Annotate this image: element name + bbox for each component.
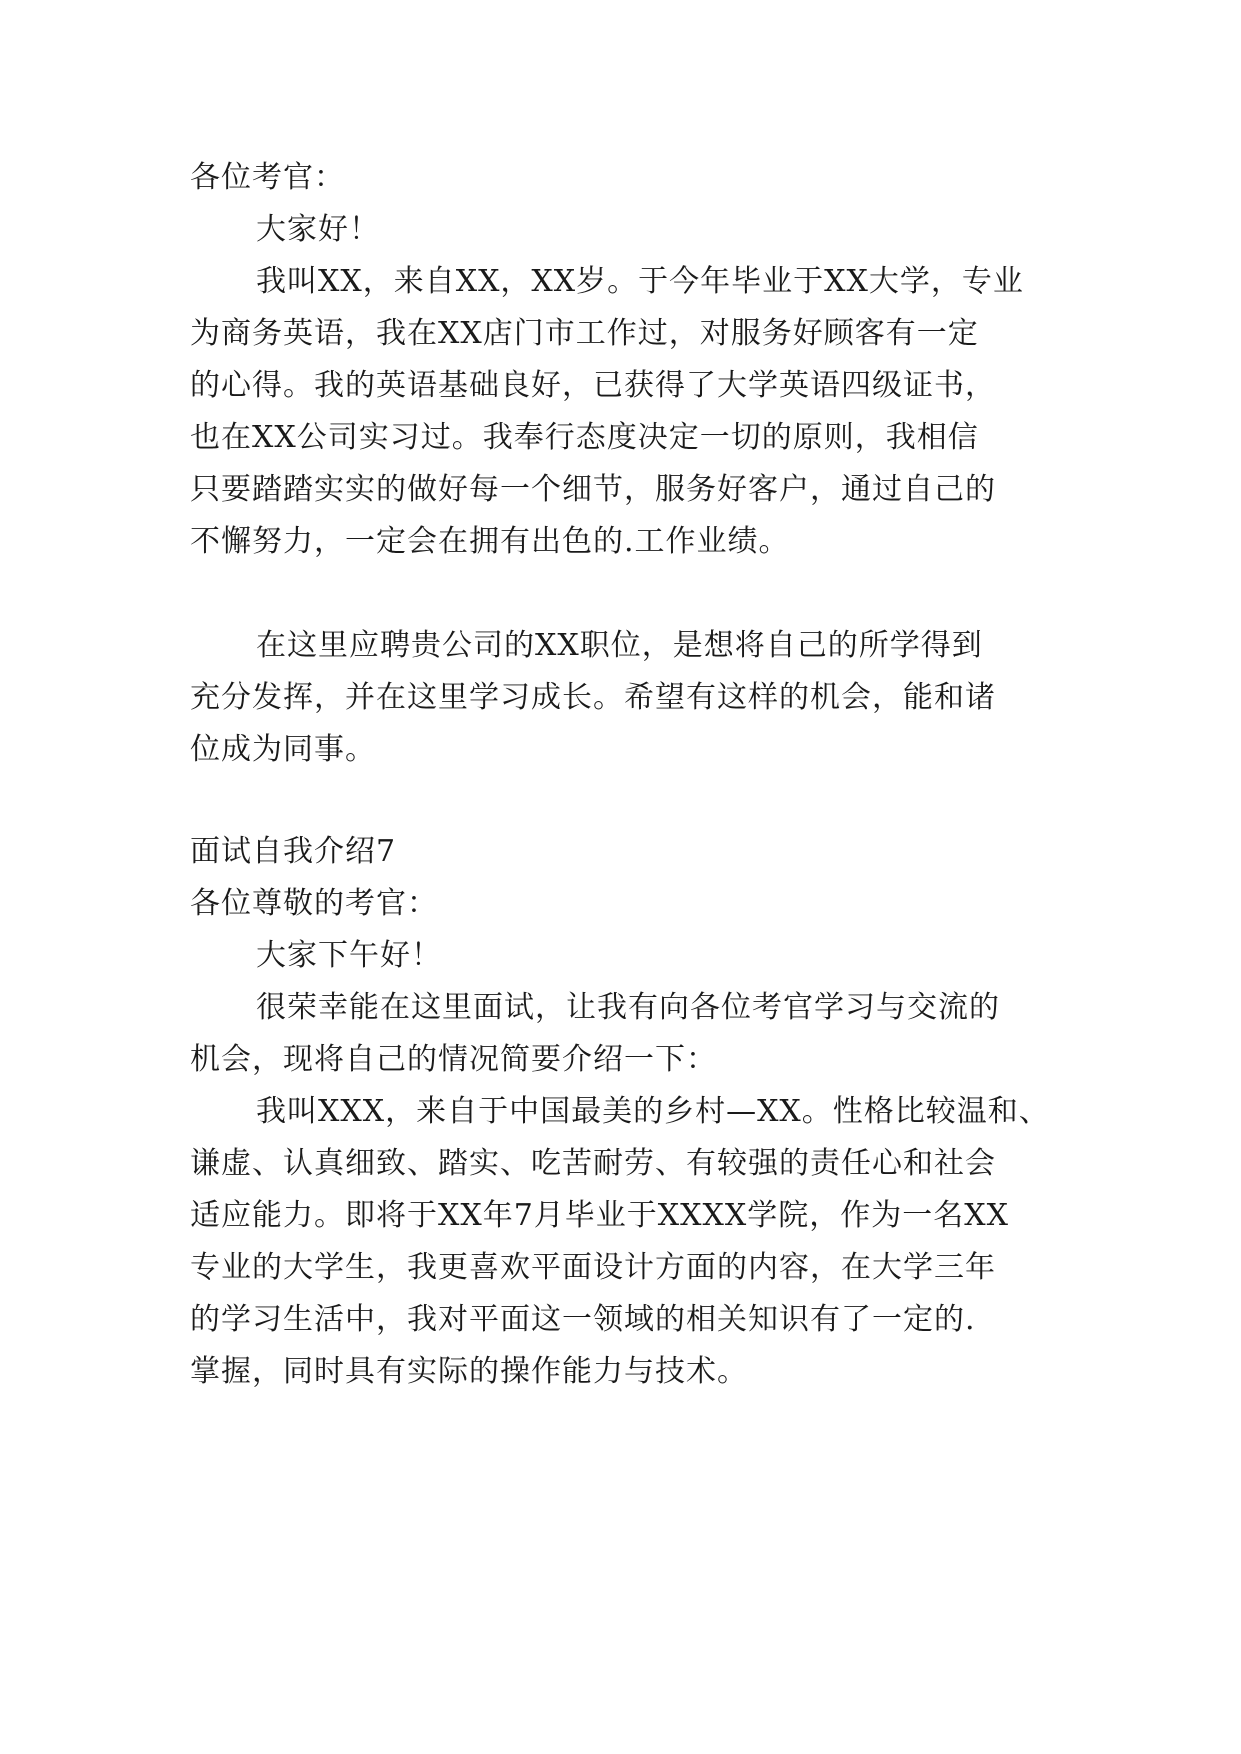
paragraph-line: 位成为同事。: [190, 732, 376, 767]
paragraph-line: 也在XX公司实习过。我奉行态度决定一切的原则，我相信: [190, 420, 979, 455]
greeting-2: 大家下午好！: [256, 938, 442, 973]
paragraph-line: 我叫XX，来自XX，XX岁。于今年毕业于XX大学，专业: [256, 264, 1024, 299]
section-heading: 面试自我介绍7: [190, 834, 397, 869]
paragraph-line: 掌握，同时具有实际的操作能力与技术。: [190, 1354, 748, 1389]
paragraph-line: 不懈努力，一定会在拥有出色的.工作业绩。: [190, 524, 790, 559]
paragraph-line: 机会，现将自己的情况简要介绍一下：: [190, 1042, 717, 1077]
salutation-2: 各位尊敬的考官：: [190, 886, 438, 921]
paragraph-line: 专业的大学生，我更喜欢平面设计方面的内容，在大学三年: [190, 1250, 996, 1285]
salutation-1: 各位考官：: [190, 160, 345, 195]
paragraph-line: 只要踏踏实实的做好每一个细节，服务好客户，通过自己的: [190, 472, 996, 507]
paragraph-line: 适应能力。即将于XX年7月毕业于XXXX学院，作为一名XX: [190, 1198, 1009, 1233]
paragraph-line: 的学习生活中，我对平面这一领域的相关知识有了一定的.: [190, 1302, 976, 1337]
paragraph-line: 的心得。我的英语基础良好，已获得了大学英语四级证书，: [190, 368, 996, 403]
paragraph-line: 很荣幸能在这里面试，让我有向各位考官学习与交流的: [256, 990, 1000, 1025]
paragraph-line: 充分发挥，并在这里学习成长。希望有这样的机会，能和诸: [190, 680, 996, 715]
paragraph-line: 谦虚、认真细致、踏实、吃苦耐劳、有较强的责任心和社会: [190, 1146, 996, 1181]
paragraph-line: 我叫XXX，来自于中国最美的乡村—XX。性格比较温和、: [256, 1094, 1050, 1129]
paragraph-line: 为商务英语，我在XX店门市工作过，对服务好顾客有一定: [190, 316, 979, 351]
greeting-1: 大家好！: [256, 212, 380, 247]
paragraph-line: 在这里应聘贵公司的XX职位，是想将自己的所学得到: [256, 628, 983, 663]
